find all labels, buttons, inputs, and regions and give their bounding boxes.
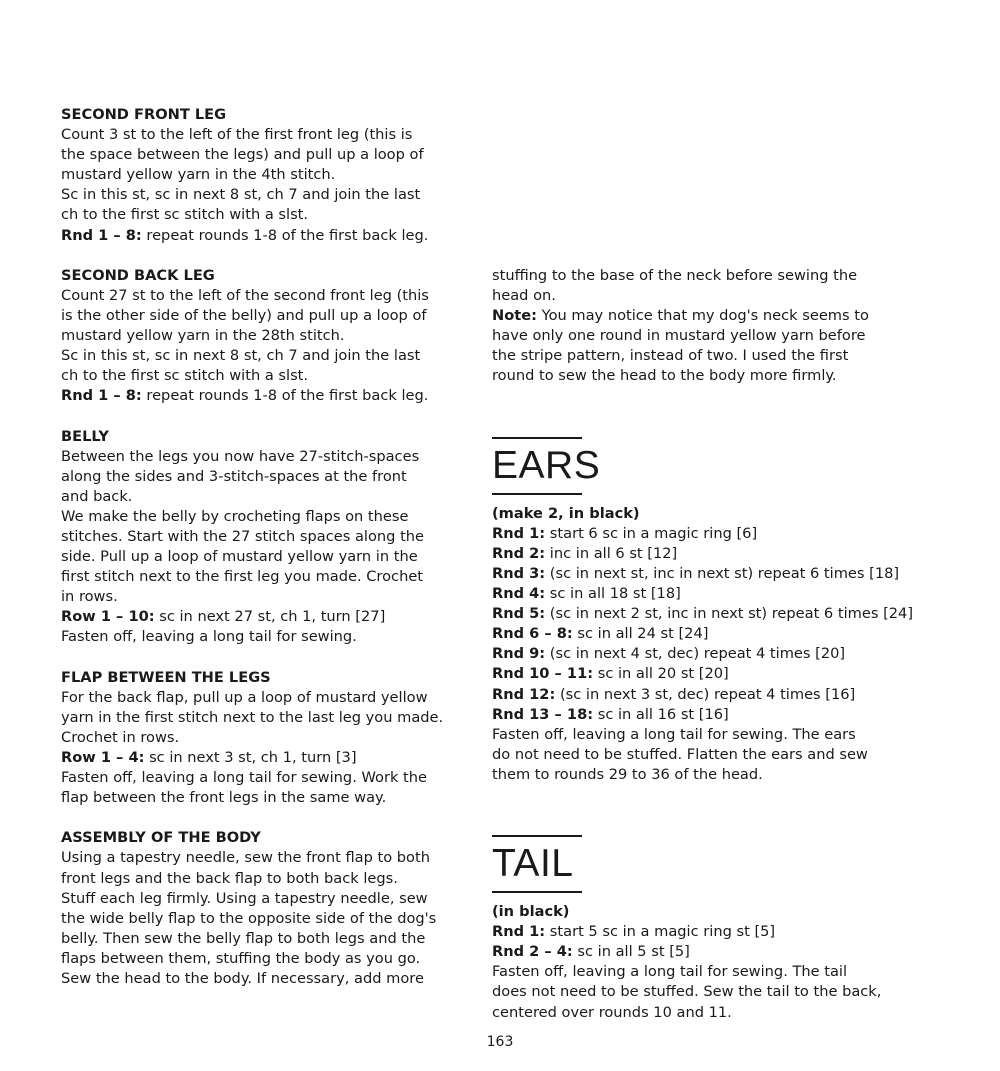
text-line [61, 748, 456, 768]
instruction-text: We make the belly by crocheting flaps on these [61, 507, 409, 525]
instruction-label: Note: [492, 307, 537, 325]
instruction-text: does not need to be stuffed. Sew the tail to the back, [492, 983, 882, 1001]
instruction-label: Row 1 – 4: [61, 749, 145, 766]
instruction-text: sc in all 24 st [24] [572, 625, 709, 643]
instruction-text: belly. Then sew the belly flap to both legs and the [61, 929, 426, 947]
right-column [492, 266, 932, 1043]
text-line [61, 306, 456, 326]
instruction-label: Rnd 2: [492, 544, 546, 562]
instruction-label: Rnd 3: [492, 564, 546, 582]
text-line [61, 185, 456, 205]
text-line [492, 604, 932, 624]
text-line [61, 507, 456, 527]
text-line [492, 306, 932, 326]
text-line [492, 266, 932, 286]
instruction-label: Rnd 1: [492, 524, 546, 542]
text-line [492, 366, 932, 386]
instruction-label: Rnd 10 – 11: [492, 665, 594, 683]
section-title: BELLY [61, 427, 109, 445]
text-line [492, 745, 932, 765]
section-belly [61, 427, 456, 648]
text-line [61, 467, 456, 487]
section-assembly-of-the-body [61, 828, 456, 989]
text-line [61, 627, 456, 647]
instruction-label: Rnd 13 – 18: [492, 705, 594, 723]
instruction-text: (sc in next 3 st, dec) repeat 4 times [16] [555, 685, 856, 703]
text-line [492, 544, 932, 564]
instruction-text: stitches. Start with the 27 stitch spaces along the [61, 527, 425, 545]
text-line [61, 346, 456, 366]
ears-heading: EARS [492, 443, 600, 491]
instruction-text: stuffing to the base of the neck before sewing the [492, 267, 858, 284]
text-line [61, 969, 456, 989]
instruction-text: sc in all 18 st [18] [545, 585, 681, 603]
text-line [61, 165, 456, 185]
instruction-label: Rnd 9: [492, 645, 546, 663]
text-line [61, 205, 456, 225]
instruction-text: sc in next 3 st, ch 1, turn [3] [144, 749, 357, 766]
instruction-label: Rnd 12: [492, 685, 556, 703]
text-line [61, 848, 456, 868]
text-line [492, 624, 932, 644]
text-line [492, 1003, 932, 1023]
instruction-text: centered over rounds 10 and 11. [492, 1003, 732, 1021]
instruction-label: Rnd 1: [492, 923, 546, 941]
instruction-label: Rnd 1 – 8: [61, 226, 142, 244]
text-line [61, 768, 456, 788]
instruction-text: in rows. [61, 588, 118, 606]
section-second-back-leg [61, 266, 456, 407]
instruction-text: (sc in next 2 st, inc in next st) repeat 6 times [24] [545, 605, 914, 623]
text-line [61, 788, 456, 808]
instruction-text: round to sew the head to the body more firmly. [492, 367, 837, 385]
ears-instructions [492, 504, 932, 785]
instruction-text: mustard yellow yarn in the 28th stitch. [61, 327, 345, 345]
text-line [61, 226, 456, 246]
instruction-text: front legs and the back flap to both back legs. [61, 869, 398, 887]
page-number: 163 [486, 1034, 514, 1050]
text-line [61, 145, 456, 165]
ears-subtitle: (make 2, in black) [492, 504, 640, 522]
instruction-text: flap between the front legs in the same way. [61, 789, 387, 807]
text-line [61, 567, 456, 587]
instruction-label: Rnd 4: [492, 585, 546, 603]
text-line [61, 386, 456, 406]
text-line [492, 326, 932, 346]
instruction-text: (sc in next st, inc in next st) repeat 6 times [18] [545, 564, 900, 582]
text-line [61, 869, 456, 889]
instruction-text: first stitch next to the first leg you made. Crochet [61, 568, 424, 586]
instruction-text: the stripe pattern, instead of two. I used the first [492, 347, 849, 365]
left-column [61, 105, 456, 1009]
instruction-text: side. Pull up a loop of mustard yellow yarn in the [61, 548, 418, 566]
text-line [61, 929, 456, 949]
instruction-text: For the back flap, pull up a loop of mustard yellow [61, 688, 428, 706]
text-line [61, 527, 456, 547]
section-title: FLAP BETWEEN THE LEGS [61, 668, 271, 686]
instruction-text: Fasten off, leaving a long tail for sewing. The ears [492, 725, 856, 743]
text-line [61, 125, 456, 145]
instruction-text: ch to the first sc stitch with a slst. [61, 367, 309, 385]
instruction-text: is the other side of the belly) and pull up a loop of [61, 306, 427, 324]
text-line [492, 346, 932, 366]
text-line [492, 685, 932, 705]
text-line [492, 664, 932, 684]
text-line [492, 286, 932, 306]
text-line [492, 962, 932, 982]
instruction-text: Sc in this st, sc in next 8 st, ch 7 and join the last [61, 347, 421, 365]
text-line [61, 889, 456, 909]
instruction-text: Sc in this st, sc in next 8 st, ch 7 and join the last [61, 186, 421, 204]
section-title: SECOND BACK LEG [61, 266, 215, 284]
instruction-text: You may notice that my dog's neck seems to [536, 307, 869, 325]
text-line [492, 524, 932, 544]
instruction-text: (sc in next 4 st, dec) repeat 4 times [20] [545, 645, 846, 663]
instruction-text: start 6 sc in a magic ring [6] [545, 524, 758, 542]
section-title: SECOND FRONT LEG [61, 106, 227, 123]
instruction-text: them to rounds 29 to 36 of the head. [492, 765, 763, 783]
text-line [61, 487, 456, 507]
instruction-text: start 5 sc in a magic ring st [5] [545, 923, 776, 941]
instruction-text: sc in next 27 st, ch 1, turn [27] [154, 608, 386, 626]
instruction-text: yarn in the first stitch next to the last leg you made. [61, 708, 444, 726]
instruction-text: Crochet in rows. [61, 728, 180, 746]
instruction-text: Between the legs you now have 27-stitch-spaces [61, 447, 420, 465]
instruction-text: Fasten off, leaving a long tail for sewing. The tail [492, 963, 848, 981]
text-line [61, 447, 456, 467]
instruction-text: and back. [61, 487, 133, 505]
instruction-text: have only one round in mustard yellow yarn before [492, 327, 866, 345]
instruction-text: inc in all 6 st [12] [545, 544, 678, 562]
text-line [492, 644, 932, 664]
instruction-text: repeat rounds 1-8 of the first back leg. [141, 226, 429, 244]
instruction-text: Count 3 st to the left of the first front leg (this is [61, 126, 413, 144]
text-line [61, 366, 456, 386]
text-line [61, 286, 456, 306]
ears-section [492, 407, 932, 504]
instruction-text: ch to the first sc stitch with a slst. [61, 206, 309, 224]
section-second-front-leg [61, 105, 456, 246]
text-line [492, 942, 932, 962]
instruction-text: the space between the legs) and pull up a loop of [61, 146, 424, 164]
instruction-label: Row 1 – 10: [61, 608, 155, 626]
text-line [492, 705, 932, 725]
instruction-text: head on. [492, 287, 556, 305]
section-title: ASSEMBLY OF THE BODY [61, 829, 261, 847]
text-line [61, 326, 456, 346]
text-line [492, 922, 932, 942]
text-line [61, 949, 456, 969]
text-line [61, 909, 456, 929]
instruction-text: Stuff each leg firmly. Using a tapestry needle, sew [61, 889, 428, 907]
text-line [61, 547, 456, 567]
tail-instructions [492, 902, 932, 1023]
instruction-label: Rnd 1 – 8: [61, 387, 142, 405]
instruction-text: do not need to be stuffed. Flatten the ears and sew [492, 745, 868, 763]
instruction-text: Fasten off, leaving a long tail for sewing. [61, 628, 357, 646]
tail-section [492, 805, 932, 902]
tail-subtitle: (in black) [492, 903, 570, 921]
text-line [492, 765, 932, 785]
instruction-text: sc in all 5 st [5] [572, 943, 690, 961]
instruction-text: flaps between them, stuffing the body as you go. [61, 949, 421, 967]
text-line [492, 725, 932, 745]
instruction-text: sc in all 16 st [16] [593, 705, 729, 723]
text-line [61, 688, 456, 708]
instruction-label: Rnd 6 – 8: [492, 625, 573, 643]
instruction-text: Fasten off, leaving a long tail for sewing. Work the [61, 769, 428, 787]
text-line [61, 708, 456, 728]
text-line [492, 982, 932, 1002]
instruction-text: the wide belly flap to the opposite side of the dog's [61, 909, 437, 927]
instruction-text: Sew the head to the body. If necessary, add more [61, 970, 424, 988]
text-line [61, 587, 456, 607]
section-flap-between-the-legs [61, 668, 456, 809]
text-line [61, 607, 456, 627]
instruction-text: mustard yellow yarn in the 4th stitch. [61, 166, 336, 184]
continuation-text [492, 266, 932, 387]
tail-heading: TAIL [492, 841, 573, 889]
text-line [492, 584, 932, 604]
instruction-text: Using a tapestry needle, sew the front flap to both [61, 849, 430, 867]
instruction-text: repeat rounds 1-8 of the first back leg. [141, 387, 429, 405]
text-line [61, 728, 456, 748]
instruction-label: Rnd 5: [492, 605, 546, 623]
instruction-text: along the sides and 3-stitch-spaces at the front [61, 467, 407, 485]
instruction-text: Count 27 st to the left of the second front leg (this [61, 286, 429, 304]
instruction-label: Rnd 2 – 4: [492, 943, 573, 961]
instruction-text: sc in all 20 st [20] [593, 665, 729, 683]
text-line [492, 564, 932, 584]
